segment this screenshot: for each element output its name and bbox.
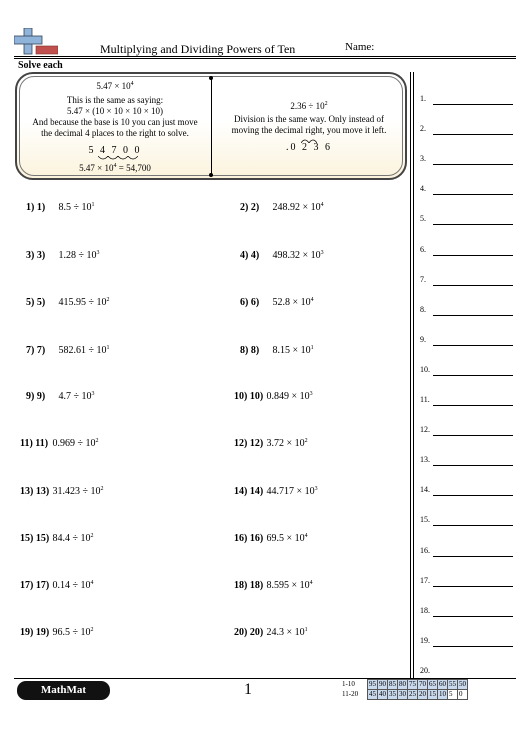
example-divide-digits: .0 2 3 6 xyxy=(214,142,404,153)
problem-item: 19) 19) $96.5 \div 10^2$ xyxy=(20,627,94,638)
example-multiply-same-as: This is the same as saying: xyxy=(66,95,164,105)
score-cell: 50 xyxy=(459,680,466,688)
problem-item: 5) 5) $415.95 \div 10^2$ xyxy=(26,297,110,308)
problem-item: 13) 13) $31.423 \div 10^2$ xyxy=(20,486,104,497)
score-label-11-20: 11-20 xyxy=(342,690,359,698)
answer-number: 18. xyxy=(420,605,430,615)
answer-line[interactable] xyxy=(433,405,513,406)
header-rule-secondary xyxy=(14,58,516,59)
answer-line[interactable] xyxy=(433,556,513,557)
answer-number: 16. xyxy=(420,545,430,555)
score-row-1-10 xyxy=(368,680,468,690)
score-cell: 45 xyxy=(369,690,376,698)
example-multiply-expansion: 5.47 × (10 × 10 × 10 × 10) xyxy=(66,106,164,116)
score-cell: 80 xyxy=(399,680,406,688)
cross-logo-icon xyxy=(14,28,58,56)
answer-number: 20. xyxy=(420,665,430,675)
answer-line[interactable] xyxy=(433,134,513,135)
answer-number: 11. xyxy=(420,395,430,404)
problem-item: 6) 6) $52.8 \times 10^4$ xyxy=(240,297,314,308)
problem-item: 18) 18) $8.595 \times 10^4$ xyxy=(234,580,313,591)
answer-number: 15. xyxy=(420,515,430,525)
score-cell: 25 xyxy=(409,690,416,698)
example-multiply-digits: 5 4 7 0 0 xyxy=(20,145,210,156)
instructions: Solve each xyxy=(18,60,63,71)
answer-number: 10. xyxy=(420,364,430,374)
answer-number: 7. xyxy=(420,274,426,284)
example-multiply-result: $5.47 \times 10^4 = 54,700$ xyxy=(79,163,151,173)
problem-item: 12) 12) $3.72 \times 10^2$ xyxy=(234,438,308,449)
problem-item: 8) 8) $8.15 \times 10^1$ xyxy=(240,345,314,356)
score-cell: 10 xyxy=(439,690,446,698)
example-divider xyxy=(211,78,212,175)
answer-line[interactable] xyxy=(433,586,513,587)
score-cell: 15 xyxy=(429,690,436,698)
answer-number: 12. xyxy=(420,425,430,435)
answer-line[interactable] xyxy=(433,345,513,346)
score-row-11-20 xyxy=(368,690,468,700)
answer-number: 17. xyxy=(420,575,430,585)
divider-dot-icon xyxy=(209,76,213,80)
answer-number: 2. xyxy=(420,124,426,134)
answer-number: 14. xyxy=(420,485,430,495)
problem-item: 14) 14) $44.717 \times 10^3$ xyxy=(234,486,318,497)
answer-line[interactable] xyxy=(433,375,513,376)
score-cell: 60 xyxy=(439,680,446,688)
score-cell: 20 xyxy=(419,690,426,698)
problem-item: 20) 20) $24.3 \times 10^1$ xyxy=(234,627,308,638)
footer-logo-text: MathMat xyxy=(40,684,87,696)
answer-line[interactable] xyxy=(433,616,513,617)
answer-line[interactable] xyxy=(433,224,513,225)
problem-item: 7) 7) $582.61 \div 10^1$ xyxy=(26,345,110,356)
score-cell: 5 xyxy=(448,690,458,700)
answer-number: 8. xyxy=(420,304,426,314)
score-cell: 0 xyxy=(458,690,468,700)
score-cell: 35 xyxy=(389,690,396,698)
problem-item: 11) 11) $0.969 \div 10^2$ xyxy=(20,438,99,449)
problem-item: 1) 1) $8.5 \div 10^1$ xyxy=(26,202,95,213)
answer-line[interactable] xyxy=(433,194,513,195)
example-multiply-note-line-2: the decimal 4 places to the right to solve. xyxy=(41,128,189,138)
answer-line[interactable] xyxy=(433,285,513,286)
score-cell: 55 xyxy=(449,680,456,688)
example-divide-note-line-2: moving the decimal right, you move it left. xyxy=(231,125,387,135)
problem-item: 17) 17) $0.14 \div 10^4$ xyxy=(20,580,94,591)
score-label-1-10: 1-10 xyxy=(342,680,355,688)
decimal-hop-arcs-icon xyxy=(301,137,317,143)
answer-line[interactable] xyxy=(433,435,513,436)
problem-item: 15) 15) $84.4 \div 10^2$ xyxy=(20,533,94,544)
answer-number: 3. xyxy=(420,154,426,164)
answer-line[interactable] xyxy=(433,495,513,496)
score-cell: 40 xyxy=(379,690,386,698)
score-cell: 85 xyxy=(389,680,396,688)
answer-line[interactable] xyxy=(433,465,513,466)
problem-item: 10) 10) $0.849 \times 10^3$ xyxy=(234,391,313,402)
answer-number: 13. xyxy=(420,455,430,465)
problem-item: 4) 4) $498.32 \times 10^3$ xyxy=(240,250,324,261)
answer-line[interactable] xyxy=(433,646,513,647)
worksheet-title: Multiplying and Dividing Powers of Ten xyxy=(100,42,296,56)
answer-number: 1. xyxy=(420,94,426,103)
name-label: Name: xyxy=(345,41,375,53)
score-cell: 70 xyxy=(419,680,426,688)
decimal-hop-arcs-icon xyxy=(98,156,138,162)
example-divide-note-line-1: Division is the same way. Only instead of xyxy=(234,114,384,124)
page-number: 1 xyxy=(244,681,252,698)
answer-number: 5. xyxy=(420,214,426,224)
example-divide-expression: $2.36 \div 10^2$ xyxy=(290,101,328,111)
answer-line[interactable] xyxy=(433,315,513,316)
example-multiply-expression: $5.47 \times 10^4$ xyxy=(96,81,134,91)
header-rule xyxy=(14,56,516,57)
problem-item: 2) 2) $248.92 \times 10^4$ xyxy=(240,202,324,213)
score-cell: 95 xyxy=(369,680,376,688)
answer-line[interactable] xyxy=(433,525,513,526)
answer-column-rule xyxy=(413,72,414,680)
answer-line[interactable] xyxy=(433,164,513,165)
answer-column-rule xyxy=(410,72,411,680)
score-cell: 90 xyxy=(379,680,386,688)
problem-item: 9) 9) $4.7 \div 10^3$ xyxy=(26,391,95,402)
score-cell: 75 xyxy=(409,680,416,688)
answer-number: 9. xyxy=(420,334,426,344)
score-cell: 30 xyxy=(399,690,406,698)
answer-line[interactable] xyxy=(433,104,513,105)
answer-number: 4. xyxy=(420,184,426,194)
answer-line[interactable] xyxy=(433,255,513,256)
problem-item: 16) 16) $69.5 \times 10^4$ xyxy=(234,533,308,544)
problem-item: 3) 3) $1.28 \div 10^3$ xyxy=(26,250,100,261)
answer-number: 19. xyxy=(420,635,430,645)
answer-number: 6. xyxy=(420,244,426,254)
score-cell: 65 xyxy=(429,680,436,688)
example-multiply-note-line-1: And because the base is 10 you can just move xyxy=(32,117,198,127)
score-table xyxy=(367,679,468,700)
